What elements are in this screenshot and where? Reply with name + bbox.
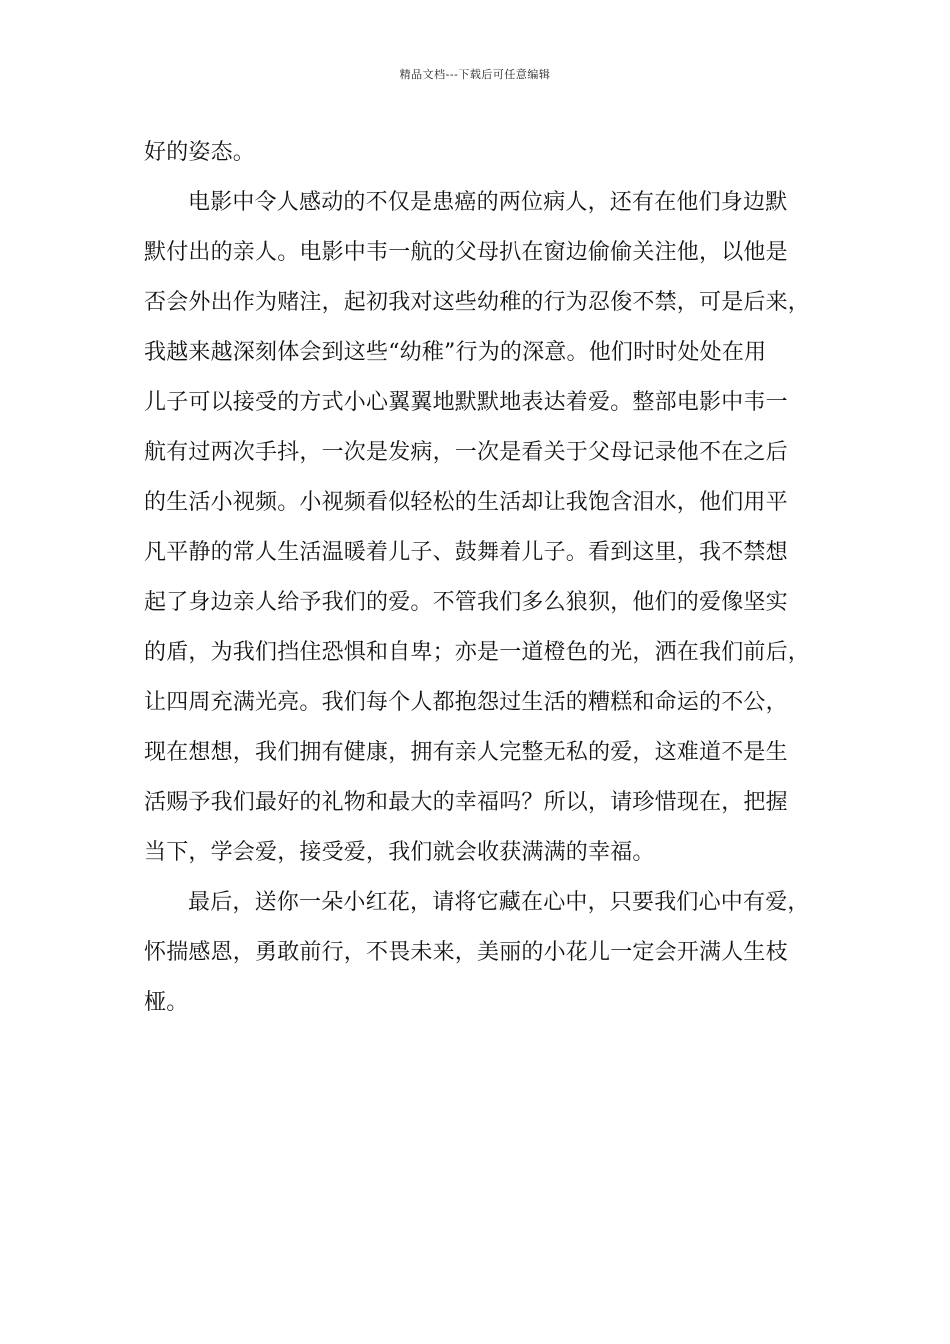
text-line: 的生活小视频。小视频看似轻松的生活却让我饱含泪水，他们用平 <box>144 490 788 515</box>
document-body <box>144 128 812 1028</box>
text-line: 好的姿态。 <box>144 140 256 165</box>
text-line: 我越来越深刻体会到这些“幼稚”行为的深意。他们时时处处在用 <box>144 340 767 365</box>
page-header: 精品文档---下载后可任意编辑 <box>399 68 551 81</box>
text-line: 凡平静的常人生活温暖着儿子、鼓舞着儿子。看到这里，我不禁想 <box>144 540 788 565</box>
text-line: 活赐予我们最好的礼物和最大的幸福吗？所以，请珍惜现在，把握 <box>144 790 788 815</box>
paragraph-first-line: 最后，送你一朵小红花，请将它藏在心中，只要我们心中有爱， <box>188 890 810 915</box>
text-line: 当下，学会爱，接受爱，我们就会收获满满的幸福。 <box>144 840 655 865</box>
text-line: 让四周充满光亮。我们每个人都抱怨过生活的糟糕和命运的不公， <box>144 690 788 715</box>
text-line: 否会外出作为赌注，起初我对这些幼稚的行为忍俊不禁，可是后来， <box>144 290 811 315</box>
text-line: 怀揣感恩，勇敢前行，不畏未来，美丽的小花儿一定会开满人生枝 <box>144 940 788 965</box>
text-line: 的盾，为我们挡住恐惧和自卑；亦是一道橙色的光，洒在我们前后， <box>144 640 811 665</box>
paragraph-first-line: 电影中令人感动的不仅是患癌的两位病人，还有在他们身边默 <box>188 190 788 215</box>
text-line: 儿子可以接受的方式小心翼翼地默默地表达着爱。整部电影中韦一 <box>144 390 788 415</box>
text-line: 现在想想，我们拥有健康，拥有亲人完整无私的爱，这难道不是生 <box>144 740 788 765</box>
text-line: 默付出的亲人。电影中韦一航的父母扒在窗边偷偷关注他，以他是 <box>144 240 788 265</box>
text-line: 起了身边亲人给予我们的爱。不管我们多么狼狈，他们的爱像坚实 <box>144 590 788 615</box>
text-line: 航有过两次手抖，一次是发病，一次是看关于父母记录他不在之后 <box>144 440 788 465</box>
text-line: 桠。 <box>144 990 189 1015</box>
